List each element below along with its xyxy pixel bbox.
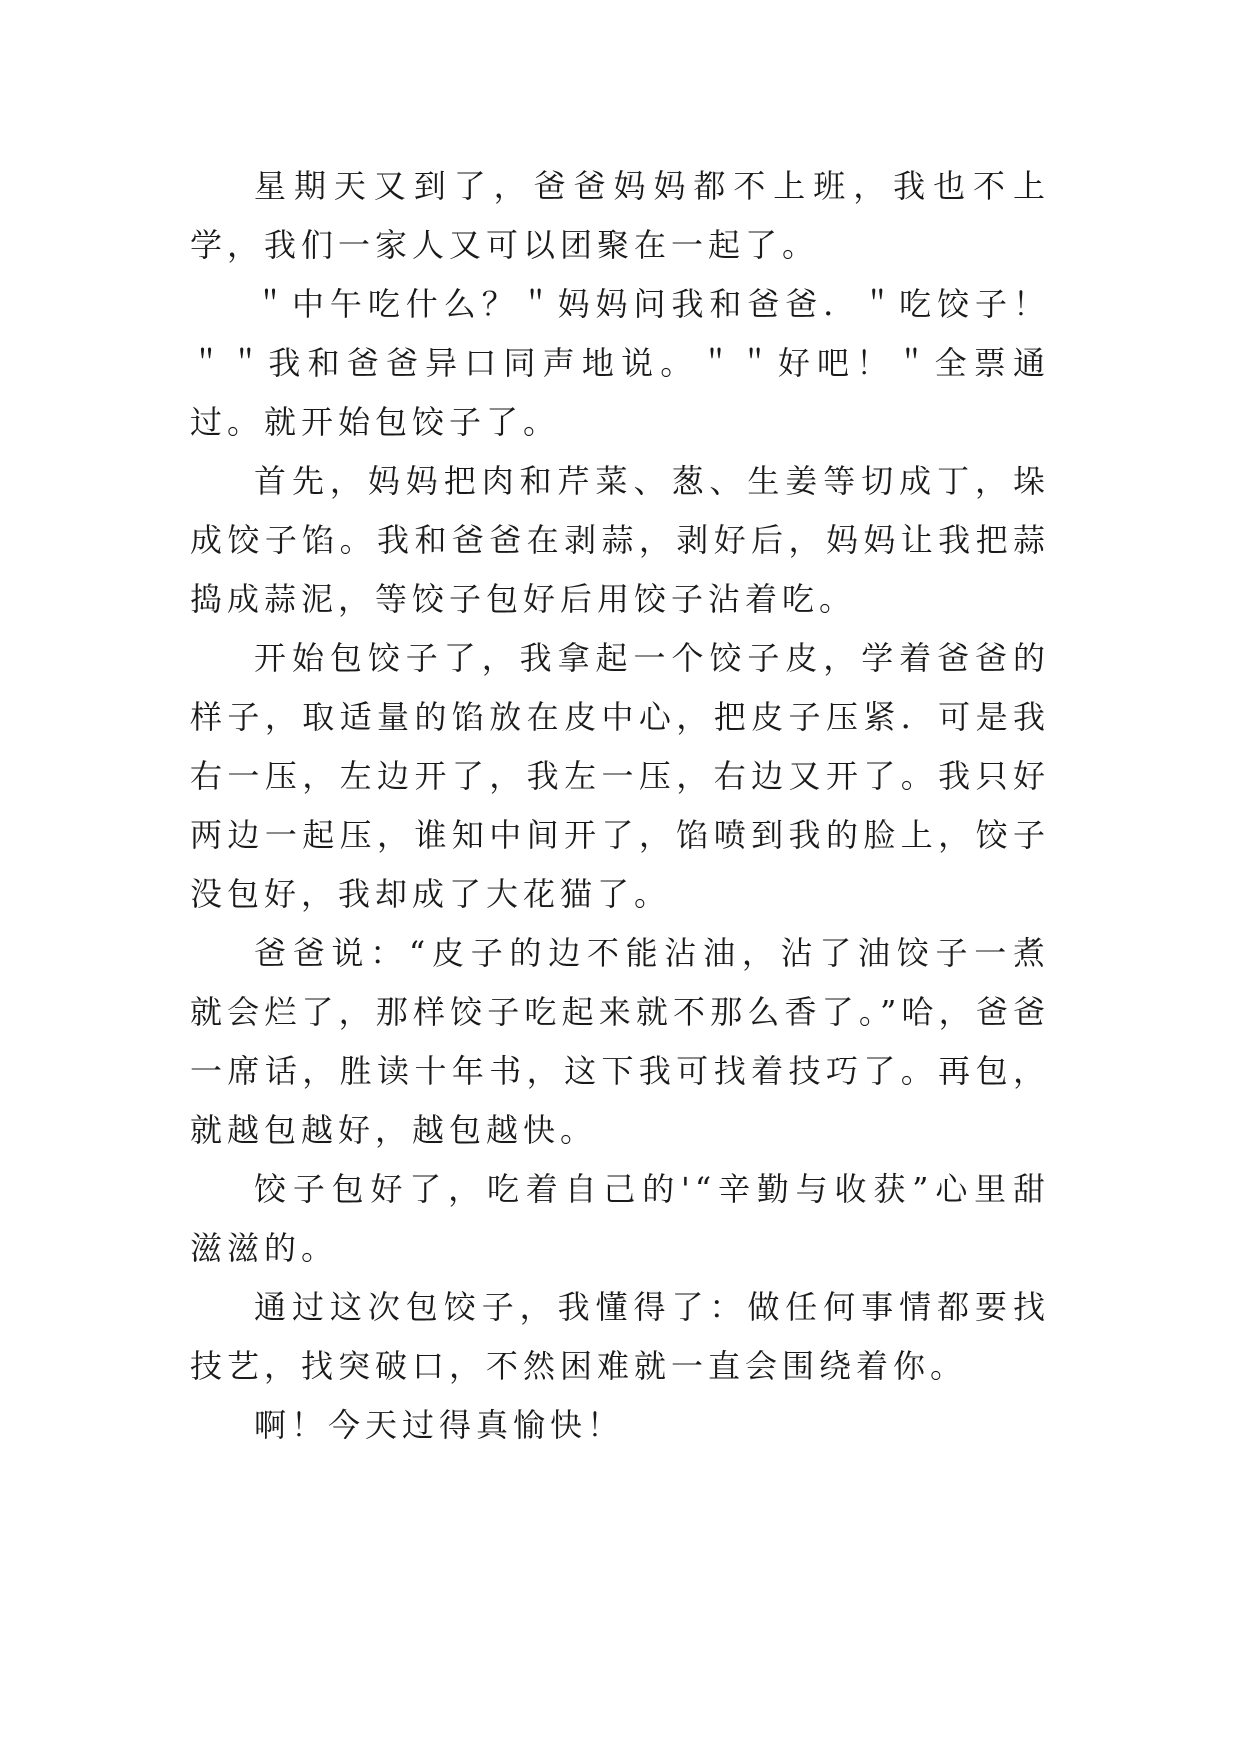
paragraph-3: 首先，妈妈把肉和芹菜、葱、生姜等切成丁，垛成饺子馅。我和爸爸在剥蒜，剥好后，妈妈让我把蒜捣成蒜泥，等饺子包好后用饺子沾着吃。 <box>190 462 1050 618</box>
paragraph-8: 啊！今天过得真愉快！ <box>254 1406 625 1444</box>
paragraph-1: 星期天又到了，爸爸妈妈都不上班，我也不上学，我们一家人又可以团聚在一起了。 <box>190 167 1050 264</box>
paragraph-2: ＂中午吃什么？＂妈妈问我和爸爸．＂吃饺子！＂＂我和爸爸异口同声地说。＂＂好吧！＂全票通过。就开始包饺子了。 <box>190 285 1050 441</box>
essay-body <box>190 157 1050 1455</box>
paragraph-7: 通过这次包饺子，我懂得了：做任何事情都要找技艺，找突破口，不然困难就一直会围绕着你。 <box>190 1288 1050 1385</box>
paragraph-4: 开始包饺子了，我拿起一个饺子皮，学着爸爸的样子，取适量的馅放在皮中心，把皮子压紧．可是我右一压，左边开了，我左一压，右边又开了。我只好两边一起压，谁知中间开了，馅喷到我的脸上，饺子没包好，我却成了大花猫了。 <box>190 639 1050 913</box>
paragraph-5: 爸爸说：“皮子的边不能沾油，沾了油饺子一煮就会烂了，那样饺子吃起来就不那么香了。”哈，爸爸一席话，胜读十年书，这下我可找着技巧了。再包，就越包越好，越包越快。 <box>190 934 1050 1149</box>
paragraph-6: 饺子包好了，吃着自己的'“辛勤与收获”心里甜滋滋的。 <box>190 1170 1050 1267</box>
